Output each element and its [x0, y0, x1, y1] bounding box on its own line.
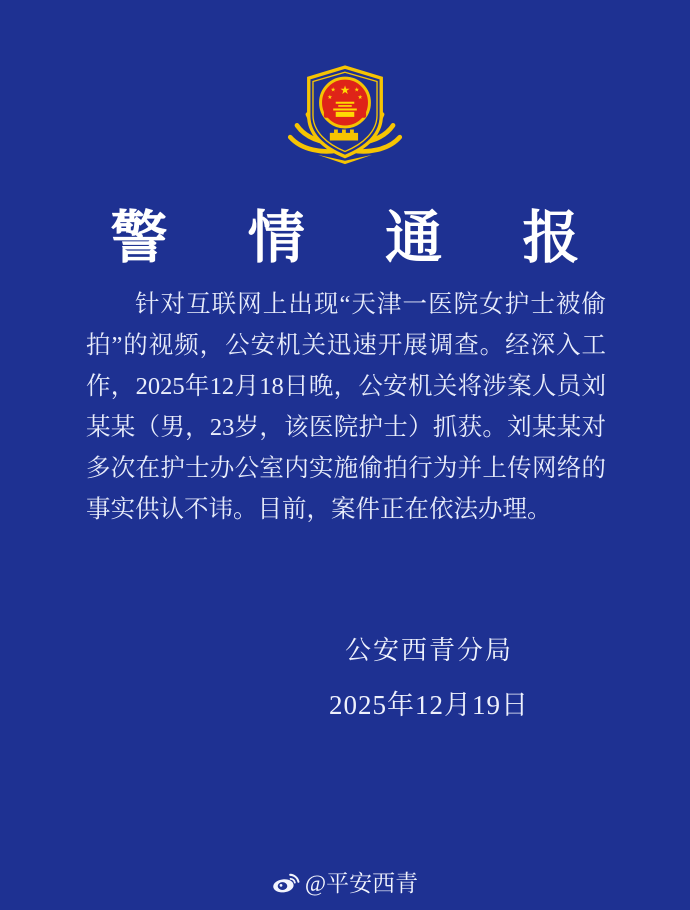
- notice-body: [86, 284, 606, 530]
- body-line: 某某（男，23岁，该医院护士）抓获。刘某某对: [86, 414, 606, 441]
- svg-text:★: ★: [327, 95, 333, 102]
- body-line: 拍”的视频，公安机关迅速开展调查。经深入工: [86, 332, 606, 359]
- footer-watermark: [0, 865, 690, 898]
- body-line: 多次在护士办公室内实施偷拍行为并上传网络的: [86, 455, 606, 482]
- svg-text:★: ★: [354, 87, 360, 94]
- issue-date: 2025年12月19日: [329, 690, 529, 720]
- svg-text:★: ★: [339, 83, 351, 98]
- svg-text:★: ★: [357, 95, 363, 102]
- svg-text:★: ★: [330, 87, 336, 94]
- body-line: 作，2025年12月18日晚，公安机关将涉案人员刘: [86, 373, 606, 400]
- police-badge-icon: [286, 52, 404, 170]
- signature-block: [0, 630, 690, 722]
- body-line: 事实供认不讳。目前，案件正在依法办理。: [86, 496, 552, 523]
- issuing-agency: 公安西青分局: [344, 636, 513, 665]
- body-line: 针对互联网上出现“天津一医院女护士被偷: [135, 291, 606, 318]
- weibo-handle: @平安西青: [304, 871, 419, 896]
- weibo-icon: [272, 870, 300, 894]
- notice-title: 警 情 通 报: [110, 207, 613, 270]
